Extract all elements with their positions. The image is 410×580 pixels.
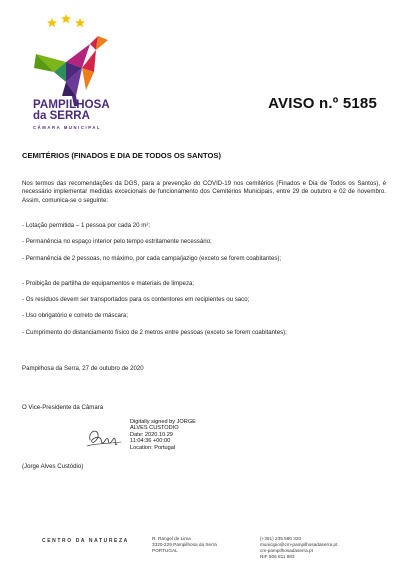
list-item: - Cumprimento do distanciamento físico de 2 metros entre pessoas (exceto se forem coabitantes); [22,329,287,336]
digital-signature-line: Date: 2020.10.29 [130,431,173,438]
digital-signature-line: Location: Portugal [130,444,176,451]
digital-signature-line: 11:04:36 +00:00 [130,438,171,445]
digital-signature-block [130,419,196,451]
municipality-logo [26,10,126,142]
logo-name-line2: da SERRA [33,110,90,122]
address-line: PORTUGAL [152,548,178,553]
handwritten-signature [84,422,124,452]
document-subject: CEMITÉRIOS (FINADOS E DIA DE TODOS OS SANTOS) [22,151,222,160]
bird-emblem-icon [26,10,126,110]
website-link[interactable]: cm-pampilhosadaserra.pt [260,548,313,553]
intro-paragraph: Nos termos das recomendações da DGS, para a prevenção do COVID-19 nos cemitérios (Finados e Dia de Todos os Santos), é necessário implementar medidas excecionais de funcionamento dos Cemitérios Municipais, entre 29 de outubro e 02 de novembro. Assim, comunica-se o seguinte: [22,180,386,204]
list-item: - Os resíduos devem ser transportados para os contentores em recipientes ou saco; [22,296,250,303]
digital-signature-line: Digitally signed by JORGE [130,419,196,425]
list-item: - Lotação permitida – 1 pessoa por cada 20 m²; [22,222,151,229]
logo-name-line1: PAMPILHOSA [33,99,110,111]
address-line: 3320-229 Pampilhosa da Serra [152,542,217,547]
list-item: - Permanência de 2 pessoas, no máximo, por cada campa/jazigo (exceto se forem coabitantes); [22,255,282,262]
star-icon [75,18,85,27]
signatory-role: O Vice-Presidente da Câmara [22,404,104,411]
tax-number: NIF 506 811 883 [260,554,295,559]
footer-address [152,536,217,554]
logo-subtitle: CÂMARA MUNICIPAL [33,125,102,130]
email-link[interactable]: municipio@cm-pampilhosadaserra.pt [260,542,338,547]
address-line: R. Rangel de Lima [152,536,191,541]
list-item: - Permanência no espaço interior pelo tempo estritamente necessário; [22,238,212,245]
list-item: - Uso obrigatório e correto de máscara; [22,312,129,319]
list-item: - Proibição de partilha de equipamentos e materiais de limpeza; [22,280,195,287]
signatory-name: (Jorge Alves Custódio) [22,463,84,470]
star-icon [47,18,57,27]
digital-signature-line: ALVES CUSTODIO [130,425,179,432]
star-icon [61,14,71,23]
footer-contacts [260,536,337,560]
place-date: Pampilhosa da Serra, 27 de outubro de 2020 [22,365,144,372]
notice-title: AVISO n.º 5185 [268,95,377,112]
phone-number: (+351) 235 590 320 [260,536,302,541]
footer-tagline: CENTRO DA NATUREZA [42,538,129,544]
